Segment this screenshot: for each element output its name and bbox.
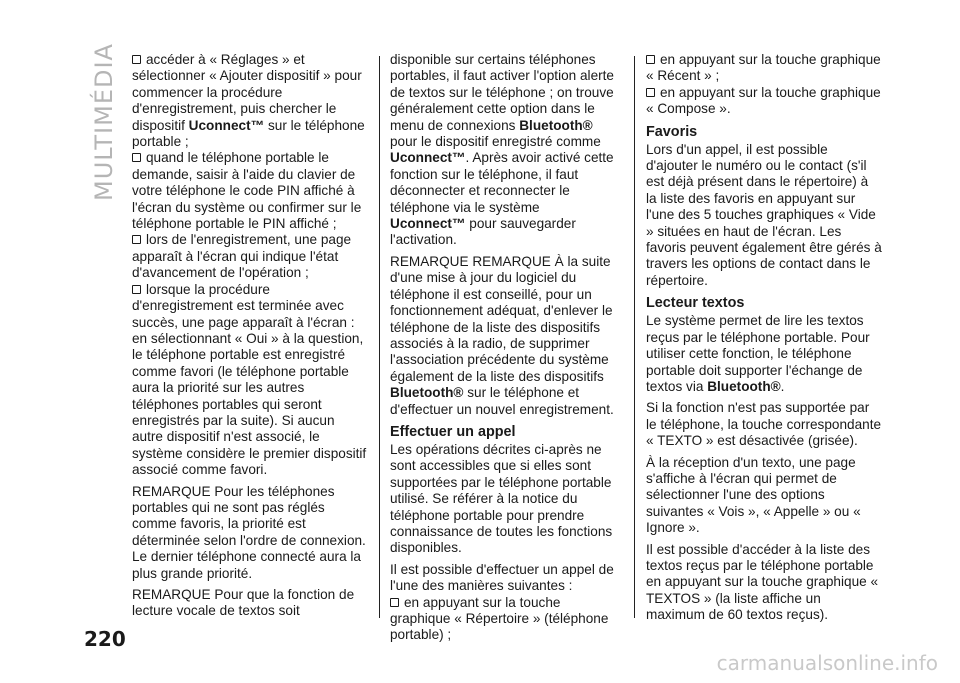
checkbox-bullet-icon [646, 55, 655, 64]
list-item: lors de l'enregistrement, une page apparaît à l'écran qui indique l'état d'avancement de l'opération ; [132, 232, 352, 281]
section-label [84, 43, 124, 201]
list-item: en appuyant sur la touche graphique « Compose ». [646, 84, 881, 117]
checkbox-bullet-icon [390, 598, 399, 607]
section-heading: Lecteur textos [646, 295, 745, 312]
checkbox-bullet-icon [132, 153, 141, 162]
list-item: accéder à « Réglages » et sélectionner « Ajouter dispositif » pour commencer la procédure d'enregistrement, puis chercher le dispositif Uconnect™ sur le téléphone portable ; [132, 52, 365, 150]
watermark: carmanualsonline.info [716, 651, 938, 675]
column-divider [379, 56, 380, 618]
paragraph: Il est possible d'accéder à la liste des textos reçus par le téléphone portable en appuyant sur la touche graphique « TEXTOS » (la liste affiche un maximum de 60 textos reçus). [646, 541, 879, 623]
paragraph: Si la fonction n'est pas supportée par le téléphone, la touche correspondante « TEXTO » est désactivée (grisée). [646, 400, 882, 449]
checkbox-bullet-icon [646, 88, 655, 97]
list-item: quand le téléphone portable le demande, saisir à l'aide du clavier de votre téléphone le code PIN affiché à l'écran du système ou confirmer sur le téléphone portable le PIN affiché ; [132, 150, 362, 232]
section-label-text: MULTIMÉDIA [90, 43, 118, 201]
checkbox-bullet-icon [132, 235, 141, 244]
list-item: en appuyant sur la touche graphique « Récent » ; [646, 52, 881, 84]
note-paragraph: REMARQUE Pour les téléphones portables qui ne sont pas réglés comme favoris, la priorité est déterminée selon l'ordre de connexion. Le dernier téléphone connecté aura la plus grande priorité. [132, 483, 366, 581]
paragraph: Le système permet de lire les textos reçus par le téléphone portable. Pour utiliser cette fonction, le téléphone portable doit supporter l'échange de textos via Bluetooth®. [646, 313, 870, 394]
section-heading: Effectuer un appel [390, 423, 516, 440]
section-heading: Favoris [646, 123, 698, 140]
note-paragraph: REMARQUE Pour que la fonction de lecture vocale de textos soit [132, 587, 355, 619]
column-divider [634, 56, 635, 618]
paragraph: À la réception d'un texto, une page s'affiche à l'écran qui permet de sélectionner l'une des options suivantes « Vois », « Appelle » ou « Ignore ». [646, 454, 861, 536]
text-column-3 [646, 52, 882, 629]
paragraph: Lors d'un appel, il est possible d'ajouter le numéro ou le contact (s'il est déjà présent dans le répertoire) à la liste des favoris en appuyant sur l'une des 5 touches graphiques « Vide » situées en haut de l'écran. Les favoris peuvent également être gérés à travers les options de contact dans le répertoire. [646, 141, 882, 288]
page-number: 220 [84, 627, 126, 651]
paragraph: disponible sur certains téléphones portables, il faut activer l'option alerte de textos sur le téléphone ; on trouve généralement cette option dans le menu de connexions Bluetooth® pour le dispositif enregistré comme Uconnect™. Après avoir activé cette fonction sur le téléphone, il faut déconnecter et reconnecter le téléphone via le système Uconnect™ pour sauvegarder l'activation. [390, 52, 614, 248]
paragraph: Les opérations décrites ci-après ne sont accessibles que si elles sont supportées par le téléphone portable utilisé. Se référer à la notice du téléphone portable pour prendre connaissance de toutes les fonctions disponibles. [390, 441, 613, 556]
list-item: lorsque la procédure d'enregistrement est terminée avec succès, une page apparaît à l'écran : en sélectionnant « Oui » à la question, le téléphone portable est enregistré comme favori (le téléphone portable aura la priorité sur les autres téléphones portables qui seront enregistrés par la suite). Si aucun autre dispositif n'est associé, le système considère le premier dispositif associé comme favori. [132, 281, 367, 478]
checkbox-bullet-icon [132, 285, 141, 294]
text-column-1 [132, 52, 368, 625]
text-column-2 [390, 52, 614, 644]
note-paragraph: REMARQUE REMARQUE À la suite d'une mise à jour du logiciel du téléphone il est conseillé, pour un fonctionnement adéquat, d'enlever le téléphone de la liste des dispositifs associés à la radio, de supprimer l'association précédente du système également de la liste des dispositifs Bluetooth® sur le téléphone et d'effectuer un nouvel enregistrement. [390, 253, 614, 417]
checkbox-bullet-icon [132, 55, 141, 64]
paragraph: Il est possible d'effectuer un appel de l'une des manières suivantes : [390, 561, 614, 594]
list-item: en appuyant sur la touche graphique « Répertoire » (téléphone portable) ; [390, 594, 609, 643]
